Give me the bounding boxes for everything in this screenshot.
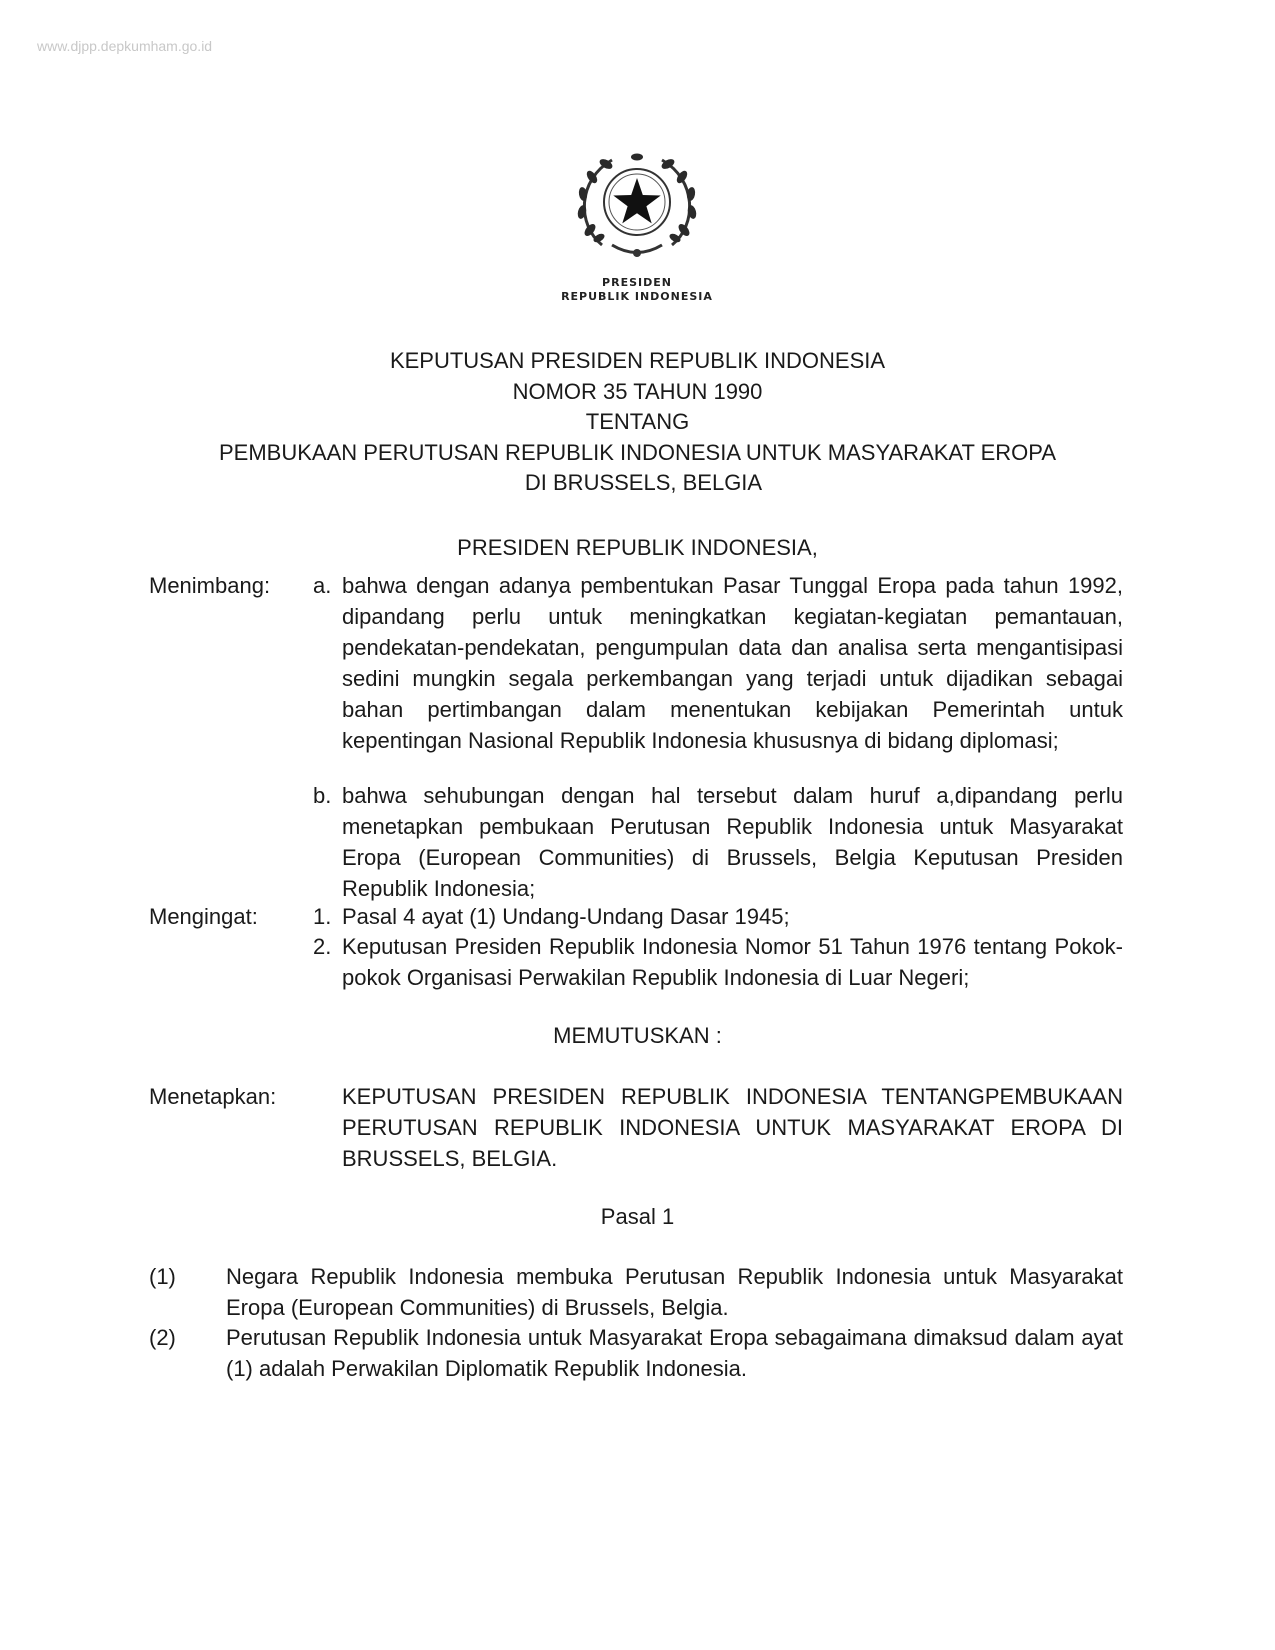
menetapkan-text: KEPUTUSAN PRESIDEN REPUBLIK INDONESIA TENTANGPEMBUKAAN PERUTUSAN REPUBLIK INDONESIA UNTUK MASYARAKAT EROPA DI BRUSSELS, BELGIA. [342,1084,1123,1171]
pasal-heading: Pasal 1 [600,1204,675,1229]
menimbang-label: Menimbang: [149,573,271,598]
ayat-2: Perutusan Republik Indonesia untuk Masyarakat Eropa sebagaimana dimaksud dalam ayat (1) adalah Perwakilan Diplomatik Republik Indonesia. [226,1325,1123,1381]
title-line: NOMOR 35 TAHUN 1990 [512,378,763,404]
mengingat-item-2: Keputusan Presiden Republik Indonesia Nomor 51 Tahun 1976 tentang Pokok-pokok Organisasi Perwakilan Republik Indonesia di Luar Negeri; [342,934,1123,990]
emblem-caption-line2: REPUBLIK INDONESIA [561,290,713,303]
menimbang-item-b: bahwa sehubungan dengan hal tersebut dalam huruf a,dipandang perlu menetapkan pembukaan Perutusan Republik Indonesia untuk Masyarakat Eropa (European Communities) di Brussels, Belgia Keputusan Presiden Republik Indonesia; [342,783,1123,901]
title-line: PEMBUKAAN PERUTUSAN REPUBLIK INDONESIA UNTUK MASYARAKAT EROPA [219,439,1056,465]
emblem-caption-line1: PRESIDEN [602,276,672,289]
ayat-marker: (1) [149,1264,176,1289]
garuda-star-wreath-emblem-icon [572,150,702,265]
president-heading: PRESIDEN REPUBLIK INDONESIA, [457,535,818,560]
mengingat-item-1: Pasal 4 ayat (1) Undang-Undang Dasar 1945; [342,904,790,929]
title-line: DI BRUSSELS, BELGIA [524,470,763,495]
memutuskan-heading: MEMUTUSKAN : [553,1023,722,1048]
ayat-1: Negara Republik Indonesia membuka Perutusan Republik Indonesia untuk Masyarakat Eropa (European Communities) di Brussels, Belgia. [226,1264,1123,1320]
ayat-marker: (2) [149,1325,176,1350]
mengingat-label: Mengingat: [149,904,258,929]
list-marker: 1. [313,904,332,929]
list-marker: a. [313,573,332,598]
list-marker: b. [313,783,332,808]
document-title [140,346,1135,499]
watermark: www.djpp.depkumham.go.id [37,38,213,54]
title-line: KEPUTUSAN PRESIDEN REPUBLIK INDONESIA [389,348,886,373]
list-marker: 2. [313,934,332,959]
title-line: TENTANG [585,409,690,434]
menetapkan-label: Menetapkan: [149,1084,277,1109]
menimbang-item-a: bahwa dengan adanya pembentukan Pasar Tunggal Eropa pada tahun 1992, dipandang perlu untuk meningkatkan kegiatan-kegiatan pemantauan, pendekatan-pendekatan, pengumpulan data dan analisa serta mengantisipasi sedini mungkin segala perkembangan yang terjadi untuk dijadikan sebagai bahan pertimbangan dalam menentukan kebijakan Pemerintah untuk kepentingan Nasional Republik Indonesia khususnya di bidang diplomasi; [342,573,1123,753]
